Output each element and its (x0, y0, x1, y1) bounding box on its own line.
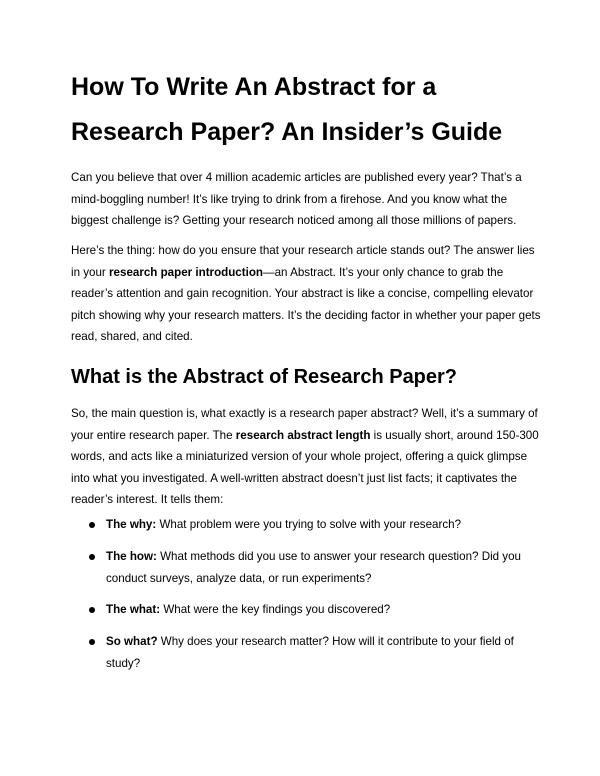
bullet-label: So what? (106, 635, 158, 648)
bullet-icon (89, 607, 95, 613)
bullet-label: The why: (106, 518, 157, 531)
bullet-text: What methods did you use to answer your research question? Did you conduct surveys, analyze data, or run experiments? (106, 550, 522, 585)
bullet-icon (89, 522, 95, 528)
section-paragraph-text-end: is usually short, around 150-300 words, and acts like a miniaturized version of your whole project, offering a quick glimpse into what you investigated. A well-written abstract doesn’t just list facts; it captivates the reader’s interest. It tells them: (71, 428, 539, 506)
intro-paragraph-2-text-end: —an Abstract. It’s your only chance to grab the reader’s attention and gain recognition. Your abstract is like a concise, compelling elevator pitch showing why your research matters. It’s the deciding factor in whether your paper gets read, shared, and cited. (71, 265, 541, 343)
section-heading: What is the Abstract of Research Paper? (71, 366, 458, 388)
research-paper-introduction-term: research paper introduction (109, 265, 264, 279)
intro-paragraph-2 (71, 240, 541, 348)
section-paragraph-text-start: So, the main question is, what exactly is a research paper abstract? Well, it’s a summary of your entire research paper. The (71, 407, 538, 442)
bullet-icon (89, 639, 95, 645)
bullet-icon (89, 554, 95, 560)
intro-paragraph-1-text: Can you believe that over 4 million academic articles are published every year? That’s a mind-boggling number! It’s like trying to drink from a firehose. And you know what the biggest challenge is? Getting your research noticed among all those millions of papers. (71, 171, 522, 227)
bullet-text: Why does your research matter? How will it contribute to your field of study? (106, 635, 514, 670)
bullet-text: What problem were you trying to solve with your research? (156, 518, 462, 531)
bullet-label: The what: (106, 603, 161, 616)
bullet-text: What were the key findings you discovered? (160, 603, 391, 616)
page-title-line-1: How To Write An Abstract for a (71, 73, 437, 101)
research-abstract-length-term: research abstract length (235, 428, 371, 442)
intro-paragraph-1 (71, 167, 541, 232)
section-paragraph (71, 403, 541, 511)
intro-paragraph-2-text-start: Here’s the thing: how do you ensure that your research article stands out? The answer lies in your (71, 244, 535, 279)
bullet-label: The how: (106, 550, 157, 563)
page-title-line-2: Research Paper? An Insider’s Guide (71, 118, 503, 146)
